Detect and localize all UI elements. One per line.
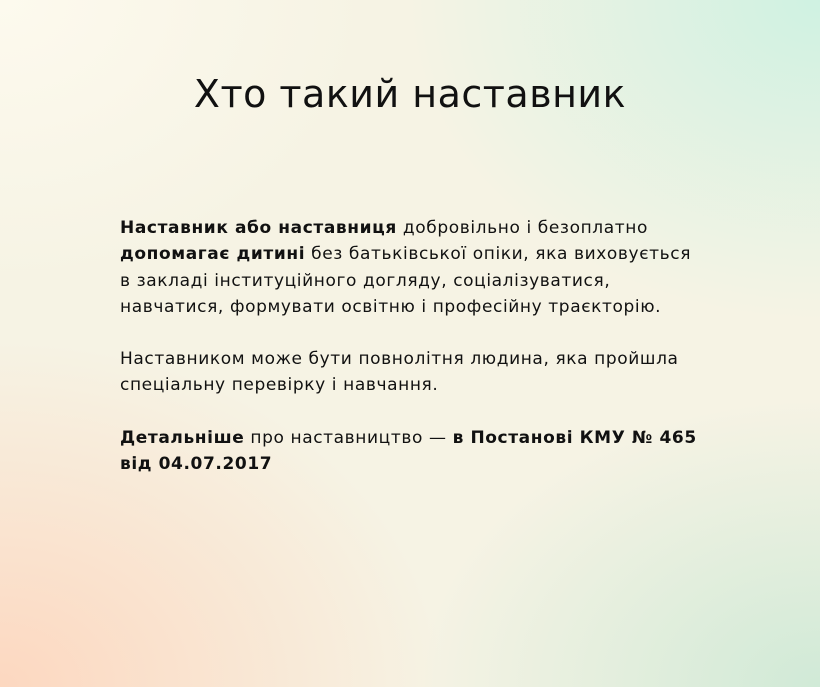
definition-text-2: без батьківської опіки, яка виховується в закладі інституційного догляду, соціалізуватися, навчатися, формувати освітню і професійну траєкторію. — [120, 244, 692, 317]
definition-text-1: добровільно і безоплатно — [396, 218, 648, 238]
definition-emphasis: допомагає дитині — [120, 244, 306, 265]
details-label: Детальніше — [120, 427, 245, 448]
eligibility-paragraph: Наставником може бути повнолітня людина, яка пройшла спеціальну перевірку і навчання. — [120, 349, 679, 396]
reference-paragraph — [120, 425, 700, 478]
body-text — [120, 215, 700, 477]
resolution-reference: в Постанові КМУ № 465 від 04.07.2017 — [120, 427, 697, 475]
reference-text: про наставництво — — [244, 427, 453, 448]
page-title: Хто такий наставник — [193, 72, 627, 116]
definition-paragraph — [120, 215, 700, 320]
definition-term: Наставник або наставниця — [120, 218, 397, 238]
